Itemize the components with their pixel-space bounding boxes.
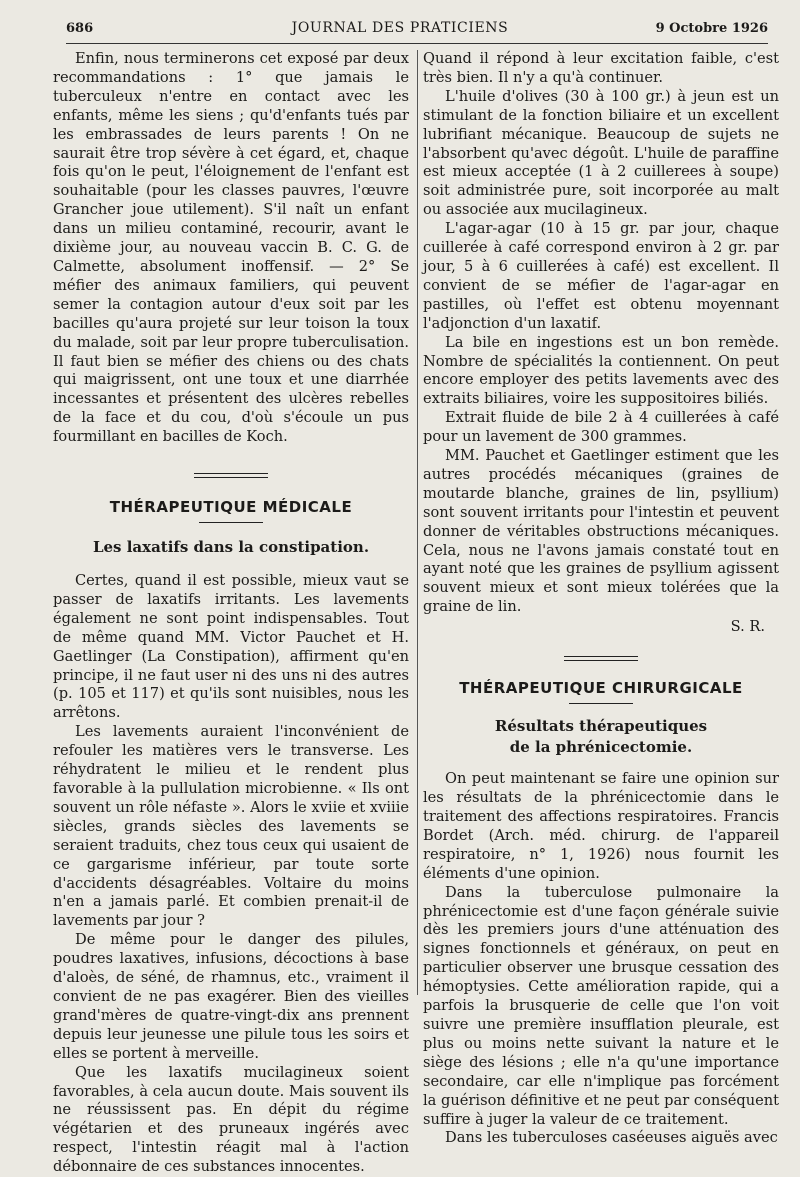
body-paragraph: Que les laxatifs mucilagineux soient favorables, à cela aucun doute. Mais souvent ils ne réussissent pas. En dépit du régime végétarien et des pruneaux ingérés avec respect, l'intestin réagit mal à l'action débonnaire de ces substances innocentes. bbox=[53, 1063, 409, 1176]
body-paragraph: Dans les tuberculoses caséeuses aiguës avec bbox=[445, 1129, 778, 1147]
page-number: 686 bbox=[66, 21, 94, 36]
intro-paragraph: Enfin, nous terminerons cet exposé par deux recommandations : 1° que jamais le tuberculeux n'entre en contact avec les enfants, même les siens ; qu'd'enfants tués par les embrassades de leurs parents ! On ne saurait être trop sévère à cet égard, et, chaque fois qu'on le peut, l'éloignement de l'enfant est souhaitable (pour les classes pauvres, l'œuvre Grancher joue utilement). S'il naît un enfant dans un milieu contaminé, recourir, avant le dixième jour, au nouveau vaccin B. C. G. de Calmette, absolument inoffensif. — 2° Se méfier des animaux familiers, qui peuvent semer la contagion autour d'eux soit par les bacilles qu'aura projeté sur leur toison la toux du malade, soit par leur propre tuberculisation. Il faut bien se méfier des chiens ou des chats qui maigrissent, ont une toux et une diarrhée incessantes et présentent des ulcères rebelles de la face et du cou, d'où s'écoule un pus fourmillant en bacilles de Koch. bbox=[53, 50, 409, 446]
article-title-phrenicectomie bbox=[423, 716, 779, 758]
left-column bbox=[53, 50, 409, 1177]
section-heading-medicale: THÉRAPEUTIQUE MÉDICALE bbox=[109, 498, 353, 517]
body-paragraph: L'agar-agar (10 à 15 gr. par jour, chaque cuillerée à café correspond environ à 2 gr. par jour, 5 à 6 cuillerées à café) est excellent. Il convient de se méfier de l'agar-agar en pastilles, où l'effet est obtenu moyennant l'adjonction d'un laxatif. bbox=[423, 220, 779, 332]
article-title-line: de la phrénicectomie. bbox=[509, 738, 693, 757]
issue-date: 9 Octobre 1926 bbox=[655, 21, 768, 36]
column-divider bbox=[417, 50, 418, 995]
right-column bbox=[423, 50, 779, 1148]
section-heading-chirurgicale: THÉRAPEUTIQUE CHIRURGICALE bbox=[459, 679, 743, 698]
body-paragraph: Dans la tuberculose pulmonaire la phrénicectomie est d'une façon générale suivie dès les premiers jours d'une atténuation des signes fonctionnels et généraux, on peut en particulier observer une brusque cessation des hémoptysies. Cette amélioration rapide, qui a parfois la brusquerie de celle que l'on voit suivre une première insufflation pleurale, est plus ou moins nette suivant la nature et le siège des lésions ; elle n'a qu'une importance secondaire, car elle n'implique pas forcément la guérison définitive et ne peut par conséquent suffire à juger la valeur de ce traitement. bbox=[423, 883, 779, 1128]
header-rule bbox=[66, 43, 768, 44]
page-header bbox=[0, 0, 800, 44]
journal-title: JOURNAL DES PRATICIENS bbox=[291, 20, 509, 36]
body-paragraph: MM. Pauchet et Gaetlinger estiment que les autres procédés mécaniques (graines de moutarde blanche, graines de lin, psyllium) sont souvent irritants pour l'intestin et peuvent donner de véritables obstructions mécaniques. Cela, nous ne l'avons jamais constaté tout en ayant noté que les graines de psyllium agissent souvent mieux et sont mieux tolérées que la graine de lin. bbox=[423, 447, 779, 616]
body-paragraph: Extrait fluide de bile 2 à 4 cuillerées à café pour un lavement de 300 grammes. bbox=[423, 409, 779, 446]
body-paragraph: L'huile d'olives (30 à 100 gr.) à jeun est un stimulant de la fonction biliaire et un excellent lubrifiant mécanique. Beaucoup de sujets ne l'absorbent qu'avec dégoût. L'huile de paraffine est mieux acceptée (1 à 2 cuillerees à soupe) soit administrée pure, soit incorporée au malt ou associée aux mucilagineux. bbox=[423, 87, 779, 219]
article-title-line: Résultats thérapeutiques bbox=[494, 717, 708, 736]
body-paragraph: Certes, quand il est possible, mieux vaut se passer de laxatifs irritants. Les lavements également ne sont point indispensables. Tout de même quand MM. Victor Pauchet et H. Gaetlinger (La Constipation), affirment qu'en principe, il ne faut user ni des uns ni des autres (p. 105 et 117) et qu'ils sont nuisibles, nous les arrêtons. bbox=[53, 572, 409, 722]
body-paragraph: On peut maintenant se faire une opinion sur les résultats de la phrénicectomie dans le traitement des affections respiratoires. Francis Bordet (Arch. méd. chirurg. de l'appareil respiratoire, n° 1, 1926) nous fournit les éléments d'une opinion. bbox=[423, 770, 779, 882]
body-paragraph: De même pour le danger des pilules, poudres laxatives, infusions, décoctions à base d'aloès, de séné, de rhamnus, etc., vraiment il convient de ne pas exagérer. Bien des vieilles grand'mères de quatre-vingt-dix ans prennent depuis leur jeunesse une pilule tous les soirs et elles se portent à merveille. bbox=[53, 931, 409, 1062]
body-paragraph: La bile en ingestions est un bon remède. Nombre de spécialités la contiennent. On peut encore employer des petits lavements avec des extraits biliaires, voire les suppositoires biliés. bbox=[423, 333, 779, 408]
article-title-laxatifs: Les laxatifs dans la constipation. bbox=[92, 538, 370, 557]
body-paragraph: Quand il répond à leur excitation faible, c'est très bien. Il n'y a qu'à continuer. bbox=[423, 50, 779, 86]
body-paragraph: Les lavements auraient l'inconvénient de refouler les matières vers le transverse. Les réhydratent le milieu et le rendent plus favorable à la pullulation microbienne. « Ils ont souvent un rôle néfaste ». Alors le xviie et xviiie siècles, grands siècles des lavements se seraient traduits, chez tous ceux qui usaient de ce gargarisme inférieur, par toute sorte d'accidents désagréables. Voltaire du moins n'en a jamais parlé. Et combien prenait-il de lavements par jour ? bbox=[53, 723, 409, 930]
signature: S. R. bbox=[730, 618, 765, 636]
